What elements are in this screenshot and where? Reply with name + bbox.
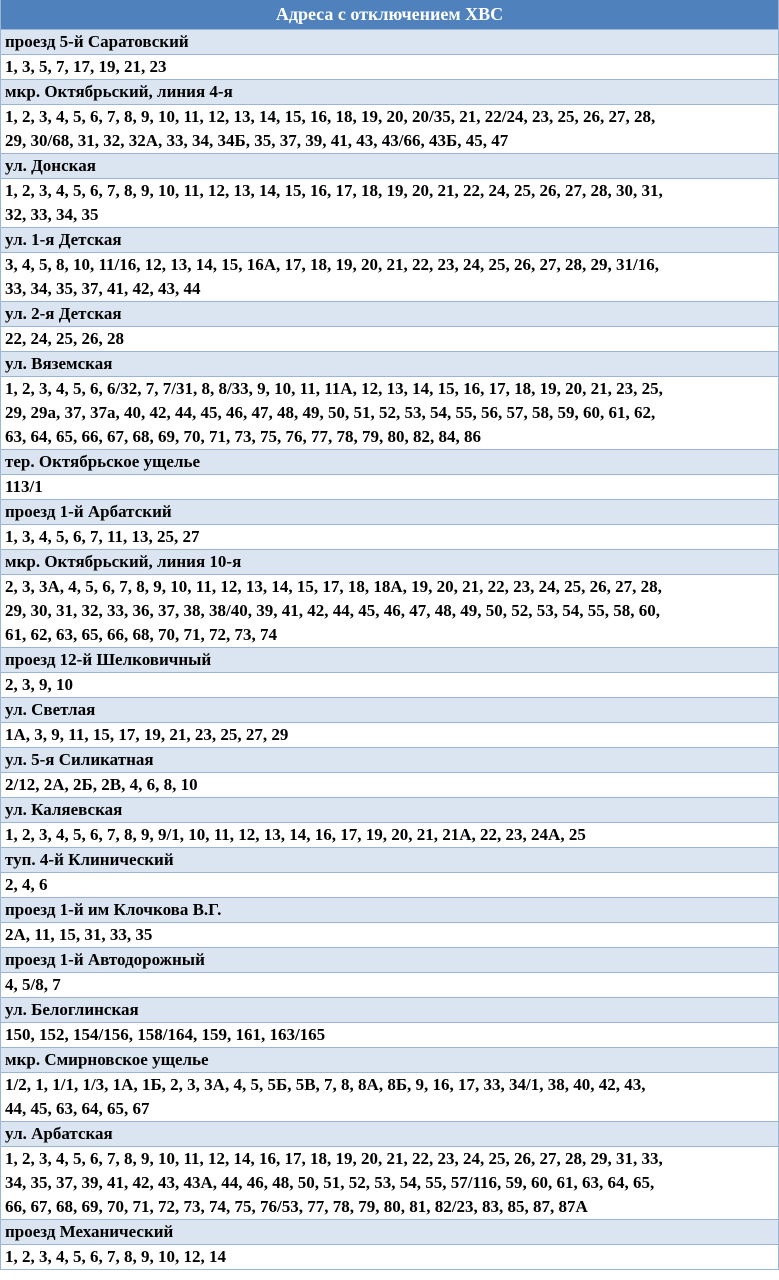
house-numbers xyxy=(1,575,778,648)
house-numbers-line: 29, 29а, 37, 37а, 40, 42, 44, 45, 46, 47, 48, 49, 50, 51, 52, 53, 54, 55, 56, 57, 58, 59, 60, 61, 62, xyxy=(5,403,656,422)
house-numbers-line: 2/12, 2А, 2Б, 2В, 4, 6, 8, 10 xyxy=(5,775,198,794)
house-numbers-line: 63, 64, 65, 66, 67, 68, 69, 70, 71, 73, 75, 76, 77, 78, 79, 80, 82, 84, 86 xyxy=(5,427,481,446)
street-name: ул. Каляевская xyxy=(1,798,778,823)
house-numbers-line: 1, 2, 3, 4, 5, 6, 7, 8, 9, 10, 12, 14 xyxy=(5,1247,226,1266)
house-numbers xyxy=(1,179,778,228)
house-numbers xyxy=(1,1245,778,1270)
table-body xyxy=(1,30,778,1270)
street-name: проезд 1-й им Клочкова В.Г. xyxy=(1,898,778,923)
house-numbers-line: 1, 3, 4, 5, 6, 7, 11, 13, 25, 27 xyxy=(5,527,200,546)
street-name: проезд 1-й Арбатский xyxy=(1,500,778,525)
street-name: мкр. Октябрьский, линия 4-я xyxy=(1,80,778,105)
street-name: проезд Механический xyxy=(1,1220,778,1245)
street-name: проезд 12-й Шелковичный xyxy=(1,648,778,673)
house-numbers-line: 113/1 xyxy=(5,477,43,496)
house-numbers-line: 61, 62, 63, 65, 66, 68, 70, 71, 72, 73, 74 xyxy=(5,625,277,644)
house-numbers xyxy=(1,55,778,80)
house-numbers xyxy=(1,773,778,798)
house-numbers xyxy=(1,525,778,550)
house-numbers-line: 2А, 11, 15, 31, 33, 35 xyxy=(5,925,153,944)
house-numbers xyxy=(1,327,778,352)
house-numbers xyxy=(1,1073,778,1122)
street-name: ул. 1-я Детская xyxy=(1,228,778,253)
house-numbers-line: 3, 4, 5, 8, 10, 11/16, 12, 13, 14, 15, 16А, 17, 18, 19, 20, 21, 22, 23, 24, 25, 26, 27, 28, 29, 31/16, xyxy=(5,255,660,274)
house-numbers-line: 22, 24, 25, 26, 28 xyxy=(5,329,124,348)
street-name: ул. 5-я Силикатная xyxy=(1,748,778,773)
street-name: тер. Октябрьское ущелье xyxy=(1,450,778,475)
house-numbers-line: 1/2, 1, 1/1, 1/3, 1А, 1Б, 2, 3, 3А, 4, 5, 5Б, 5В, 7, 8, 8А, 8Б, 9, 16, 17, 33, 34/1, 38, 40, 42, 43, xyxy=(5,1075,646,1094)
table-title: Адреса с отключением ХВС xyxy=(1,0,778,30)
house-numbers-line: 1, 2, 3, 4, 5, 6, 6/32, 7, 7/31, 8, 8/33, 9, 10, 11, 11А, 12, 13, 14, 15, 16, 17, 18, 19, 20, 21, 23, 25, xyxy=(5,379,663,398)
house-numbers xyxy=(1,973,778,998)
house-numbers xyxy=(1,475,778,500)
street-name: ул. Вяземская xyxy=(1,352,778,377)
street-name: ул. 2-я Детская xyxy=(1,302,778,327)
house-numbers xyxy=(1,873,778,898)
house-numbers-line: 2, 3, 3А, 4, 5, 6, 7, 8, 9, 10, 11, 12, 13, 14, 15, 17, 18, 18А, 19, 20, 21, 22, 23, 24, 25, 26, 27, 28, xyxy=(5,577,662,596)
street-name: ул. Арбатская xyxy=(1,1122,778,1147)
house-numbers xyxy=(1,823,778,848)
house-numbers-line: 32, 33, 34, 35 xyxy=(5,205,99,224)
house-numbers-line: 4, 5/8, 7 xyxy=(5,975,61,994)
house-numbers-line: 1, 2, 3, 4, 5, 6, 7, 8, 9, 10, 11, 12, 13, 14, 15, 16, 18, 19, 20, 20/35, 21, 22/24, 23, 25, 26, 27, 28, xyxy=(5,107,656,126)
house-numbers-line: 33, 34, 35, 37, 41, 42, 43, 44 xyxy=(5,279,201,298)
street-name: ул. Донская xyxy=(1,154,778,179)
street-name: мкр. Смирновское ущелье xyxy=(1,1048,778,1073)
house-numbers-line: 1, 3, 5, 7, 17, 19, 21, 23 xyxy=(5,57,167,76)
street-name: ул. Белоглинская xyxy=(1,998,778,1023)
house-numbers xyxy=(1,923,778,948)
house-numbers-line: 34, 35, 37, 39, 41, 42, 43, 43А, 44, 46, 48, 50, 51, 52, 53, 54, 55, 57/116, 59, 60, 61, 63, 64, 65, xyxy=(5,1173,655,1192)
house-numbers-line: 1, 2, 3, 4, 5, 6, 7, 8, 9, 9/1, 10, 11, 12, 13, 14, 16, 17, 19, 20, 21, 21А, 22, 23, 24А, 25 xyxy=(5,825,586,844)
house-numbers xyxy=(1,105,778,154)
house-numbers-line: 66, 67, 68, 69, 70, 71, 72, 73, 74, 75, 76/53, 77, 78, 79, 80, 81, 82/23, 83, 85, 87, 87А xyxy=(5,1197,588,1216)
house-numbers-line: 150, 152, 154/156, 158/164, 159, 161, 163/165 xyxy=(5,1025,326,1044)
house-numbers xyxy=(1,377,778,450)
house-numbers xyxy=(1,1147,778,1220)
street-name: мкр. Октябрьский, линия 10-я xyxy=(1,550,778,575)
house-numbers-line: 1А, 3, 9, 11, 15, 17, 19, 21, 23, 25, 27, 29 xyxy=(5,725,289,744)
house-numbers-line: 2, 3, 9, 10 xyxy=(5,675,73,694)
street-name: туп. 4-й Клинический xyxy=(1,848,778,873)
house-numbers-line: 29, 30/68, 31, 32, 32А, 33, 34, 34Б, 35, 37, 39, 41, 43, 43/66, 43Б, 45, 47 xyxy=(5,131,509,150)
street-name: ул. Светлая xyxy=(1,698,778,723)
street-name: проезд 1-й Автодорожный xyxy=(1,948,778,973)
house-numbers-line: 2, 4, 6 xyxy=(5,875,48,894)
house-numbers-line: 29, 30, 31, 32, 33, 36, 37, 38, 38/40, 39, 41, 42, 44, 45, 46, 47, 48, 49, 50, 52, 53, 54, 55, 58, 60, xyxy=(5,601,660,620)
house-numbers xyxy=(1,1023,778,1048)
house-numbers xyxy=(1,253,778,302)
house-numbers xyxy=(1,673,778,698)
house-numbers-line: 1, 2, 3, 4, 5, 6, 7, 8, 9, 10, 11, 12, 13, 14, 15, 16, 17, 18, 19, 20, 21, 22, 24, 25, 26, 27, 28, 30, 31, xyxy=(5,181,663,200)
house-numbers-line: 44, 45, 63, 64, 65, 67 xyxy=(5,1099,150,1118)
house-numbers-line: 1, 2, 3, 4, 5, 6, 7, 8, 9, 10, 11, 12, 14, 16, 17, 18, 19, 20, 21, 22, 23, 24, 25, 26, 27, 28, 29, 31, 33, xyxy=(5,1149,663,1168)
house-numbers xyxy=(1,723,778,748)
street-name: проезд 5-й Саратовский xyxy=(1,30,778,55)
